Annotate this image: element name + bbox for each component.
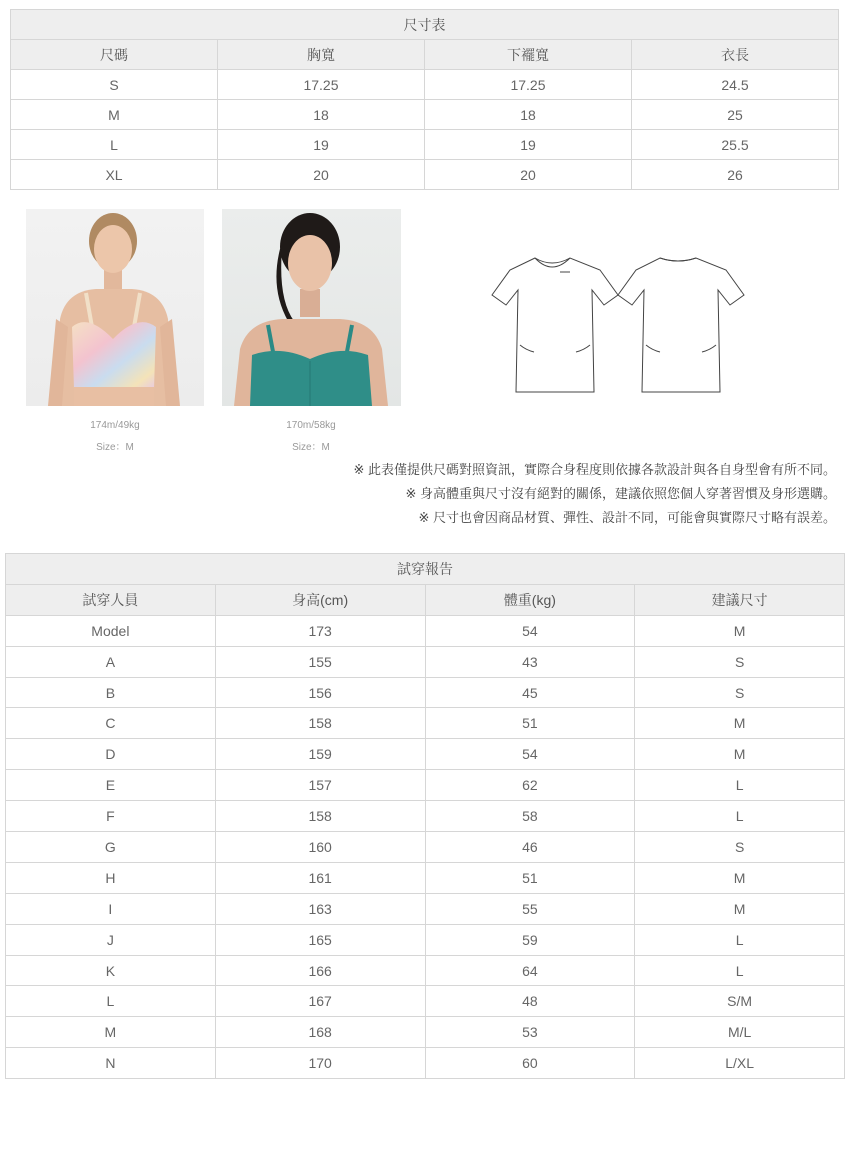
table-row — [6, 893, 845, 924]
table-cell: M — [11, 100, 218, 130]
fit-report-body — [6, 615, 845, 1078]
table-cell: 54 — [425, 615, 635, 646]
table-row — [11, 70, 839, 100]
size-chart-header-size: 尺碼 — [11, 40, 218, 70]
table-cell: 51 — [425, 862, 635, 893]
model-photo-1 — [26, 209, 204, 406]
disclaimer-note-2: ※ 身高體重與尺寸沒有絕對的關係，建議依照您個人穿著習慣及身形選購。 — [405, 486, 836, 501]
table-cell: 64 — [425, 955, 635, 986]
table-row — [6, 832, 845, 863]
table-cell: 24.5 — [632, 70, 839, 100]
size-chart-header-hem: 下襬寬 — [425, 40, 632, 70]
table-cell: 165 — [215, 924, 425, 955]
table-row — [6, 615, 845, 646]
model-1-size: Size：M — [96, 442, 134, 453]
table-cell: M — [635, 862, 845, 893]
tshirt-front-sketch — [492, 258, 618, 392]
table-cell: M — [635, 739, 845, 770]
size-chart-header-length: 衣長 — [632, 40, 839, 70]
table-cell: M — [635, 708, 845, 739]
table-row — [6, 770, 845, 801]
size-chart-table — [10, 9, 839, 190]
table-cell: 60 — [425, 1048, 635, 1079]
table-row — [6, 1017, 845, 1048]
table-cell: L — [11, 130, 218, 160]
table-cell: 168 — [215, 1017, 425, 1048]
table-cell: 19 — [218, 130, 425, 160]
table-cell: 170 — [215, 1048, 425, 1079]
model-1-illustration — [26, 209, 204, 406]
table-cell: 163 — [215, 893, 425, 924]
table-cell: G — [6, 832, 216, 863]
table-row — [6, 955, 845, 986]
table-cell: 25.5 — [632, 130, 839, 160]
table-cell: 20 — [218, 160, 425, 190]
table-row — [11, 160, 839, 190]
table-cell: 156 — [215, 677, 425, 708]
table-row — [6, 924, 845, 955]
table-cell: M — [635, 615, 845, 646]
table-cell: 55 — [425, 893, 635, 924]
model-2-height-weight: 170m/58kg — [286, 420, 336, 431]
table-cell: 20 — [425, 160, 632, 190]
fit-report-header-height: 身高(cm) — [215, 584, 425, 615]
table-cell: 58 — [425, 801, 635, 832]
table-cell: 157 — [215, 770, 425, 801]
table-cell: 18 — [218, 100, 425, 130]
table-cell: 167 — [215, 986, 425, 1017]
table-cell: 173 — [215, 615, 425, 646]
table-cell: 54 — [425, 739, 635, 770]
table-cell: 17.25 — [425, 70, 632, 100]
table-cell: L — [635, 801, 845, 832]
table-cell: 155 — [215, 646, 425, 677]
fit-report-header-recommended-size: 建議尺寸 — [635, 584, 845, 615]
disclaimer-note-3: ※ 尺寸也會因商品材質、彈性、設計不同，可能會與實際尺寸略有誤差。 — [418, 510, 836, 525]
table-cell: XL — [11, 160, 218, 190]
table-row — [11, 100, 839, 130]
size-chart-header-chest: 胸寬 — [218, 40, 425, 70]
table-cell: L — [6, 986, 216, 1017]
table-cell: F — [6, 801, 216, 832]
fit-report-table — [5, 553, 845, 1079]
table-cell: 19 — [425, 130, 632, 160]
table-row — [6, 708, 845, 739]
table-cell: S — [635, 646, 845, 677]
fit-report-header-row — [6, 584, 845, 615]
table-cell: 25 — [632, 100, 839, 130]
table-cell: 48 — [425, 986, 635, 1017]
model-2-size: Size：M — [292, 442, 330, 453]
model-2-illustration — [222, 209, 401, 406]
table-cell: 45 — [425, 677, 635, 708]
table-cell: J — [6, 924, 216, 955]
table-cell: 158 — [215, 708, 425, 739]
table-cell: Model — [6, 615, 216, 646]
table-cell: E — [6, 770, 216, 801]
size-chart-title-row — [11, 10, 839, 40]
table-cell: 46 — [425, 832, 635, 863]
table-cell: 53 — [425, 1017, 635, 1048]
table-cell: I — [6, 893, 216, 924]
table-cell: D — [6, 739, 216, 770]
fit-report-title-row — [6, 554, 845, 585]
table-cell: 62 — [425, 770, 635, 801]
table-row — [6, 739, 845, 770]
table-cell: 26 — [632, 160, 839, 190]
table-cell: S — [11, 70, 218, 100]
table-cell: M — [6, 1017, 216, 1048]
model-photo-2 — [222, 209, 401, 406]
table-cell: L — [635, 955, 845, 986]
disclaimer-note-1: ※ 此表僅提供尺碼對照資訊，實際合身程度則依據各款設計與各自身型會有所不同。 — [353, 462, 836, 477]
table-cell: L — [635, 770, 845, 801]
table-cell: N — [6, 1048, 216, 1079]
table-cell: H — [6, 862, 216, 893]
table-cell: K — [6, 955, 216, 986]
table-cell: S/M — [635, 986, 845, 1017]
table-cell: 160 — [215, 832, 425, 863]
size-chart-title: 尺寸表 — [11, 10, 839, 40]
fit-report-title: 試穿報告 — [6, 554, 845, 585]
fit-report-header-tester: 試穿人員 — [6, 584, 216, 615]
table-cell: 43 — [425, 646, 635, 677]
table-row — [6, 646, 845, 677]
table-cell: B — [6, 677, 216, 708]
table-row — [6, 986, 845, 1017]
table-cell: S — [635, 677, 845, 708]
size-chart-header-row — [11, 40, 839, 70]
table-cell: A — [6, 646, 216, 677]
table-cell: 161 — [215, 862, 425, 893]
table-cell: C — [6, 708, 216, 739]
tshirt-back-sketch — [618, 258, 744, 392]
table-cell: M — [635, 893, 845, 924]
table-cell: L/XL — [635, 1048, 845, 1079]
table-row — [6, 862, 845, 893]
table-row — [6, 677, 845, 708]
fit-report-header-weight: 體重(kg) — [425, 584, 635, 615]
table-cell: 18 — [425, 100, 632, 130]
table-row — [11, 130, 839, 160]
model-1-height-weight: 174m/49kg — [90, 420, 140, 431]
table-cell: L — [635, 924, 845, 955]
table-cell: M/L — [635, 1017, 845, 1048]
garment-sketch-illustration — [490, 250, 760, 400]
table-row — [6, 801, 845, 832]
table-cell: S — [635, 832, 845, 863]
table-cell: 166 — [215, 955, 425, 986]
table-cell: 159 — [215, 739, 425, 770]
table-cell: 17.25 — [218, 70, 425, 100]
table-row — [6, 1048, 845, 1079]
table-cell: 59 — [425, 924, 635, 955]
table-cell: 51 — [425, 708, 635, 739]
table-cell: 158 — [215, 801, 425, 832]
